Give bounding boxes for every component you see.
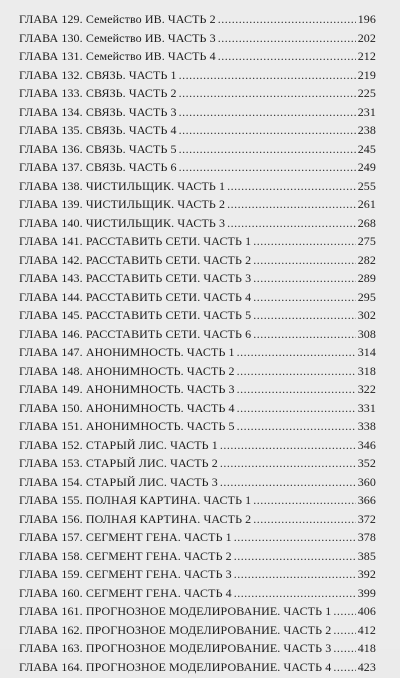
toc-dot-leader — [253, 308, 356, 323]
toc-entry-title: ГЛАВА 149. АНОНИМНОСТЬ. ЧАСТЬ 3 — [19, 382, 235, 397]
toc-entry — [19, 623, 376, 642]
toc-entry-title: ГЛАВА 153. СТАРЫЙ ЛИС. ЧАСТЬ 2 — [19, 456, 218, 471]
toc-entry-page: 322 — [358, 382, 376, 397]
toc-entry — [19, 549, 376, 568]
toc-entry — [19, 364, 376, 383]
toc-entry-title: ГЛАВА 160. СЕГМЕНТ ГЕНА. ЧАСТЬ 4 — [19, 586, 232, 601]
toc-dot-leader — [179, 160, 356, 175]
toc-entry-title: ГЛАВА 162. ПРОГНОЗНОЕ МОДЕЛИРОВАНИЕ. ЧАСТЬ 2 — [19, 623, 331, 638]
toc-entry-page: 331 — [358, 401, 376, 416]
toc-entry — [19, 290, 376, 309]
toc-entry — [19, 604, 376, 623]
toc-entry — [19, 308, 376, 327]
toc-entry-page: 360 — [358, 475, 376, 490]
toc-dot-leader — [333, 660, 355, 675]
toc-entry-page: 219 — [358, 68, 376, 83]
toc-entry-title: ГЛАВА 146. РАССТАВИТЬ СЕТИ. ЧАСТЬ 6 — [19, 327, 251, 342]
toc-entry-page: 261 — [358, 197, 376, 212]
toc-entry — [19, 105, 376, 124]
toc-entry — [19, 660, 376, 678]
toc-entry — [19, 475, 376, 494]
toc-entry-title: ГЛАВА 148. АНОНИМНОСТЬ. ЧАСТЬ 2 — [19, 364, 235, 379]
toc-entry-page: 289 — [358, 271, 376, 286]
toc-dot-leader — [234, 530, 356, 545]
toc-entry-page: 268 — [358, 216, 376, 231]
toc-dot-leader — [220, 456, 356, 471]
toc-dot-leader — [237, 364, 356, 379]
toc-entry-page: 338 — [358, 419, 376, 434]
toc-entry-title: ГЛАВА 163. ПРОГНОЗНОЕ МОДЕЛИРОВАНИЕ. ЧАСТЬ 3 — [19, 641, 331, 656]
toc-entry — [19, 197, 376, 216]
toc-entry-page: 392 — [358, 567, 376, 582]
toc-entry-page: 406 — [358, 604, 376, 619]
toc-entry-title: ГЛАВА 147. АНОНИМНОСТЬ. ЧАСТЬ 1 — [19, 345, 235, 360]
toc-entry — [19, 327, 376, 346]
toc-entry — [19, 345, 376, 364]
toc-dot-leader — [253, 512, 355, 527]
toc-entry-page: 295 — [358, 290, 376, 305]
toc-entry-title: ГЛАВА 134. СВЯЗЬ. ЧАСТЬ 3 — [19, 105, 177, 120]
toc-entry-page: 282 — [358, 253, 376, 268]
toc-dot-leader — [237, 419, 356, 434]
toc-dot-leader — [253, 327, 356, 342]
toc-entry-page: 423 — [358, 660, 376, 675]
toc-entry — [19, 586, 376, 605]
toc-entry-title: ГЛАВА 133. СВЯЗЬ. ЧАСТЬ 2 — [19, 86, 177, 101]
toc-dot-leader — [227, 216, 356, 231]
toc-dot-leader — [333, 604, 355, 619]
toc-entry-title: ГЛАВА 141. РАССТАВИТЬ СЕТИ. ЧАСТЬ 1 — [19, 234, 251, 249]
toc-entry-title: ГЛАВА 144. РАССТАВИТЬ СЕТИ. ЧАСТЬ 4 — [19, 290, 251, 305]
toc-entry — [19, 123, 376, 142]
toc-entry-page: 196 — [358, 12, 376, 27]
toc-dot-leader — [253, 290, 356, 305]
toc-dot-leader — [220, 475, 356, 490]
toc-dot-leader — [234, 567, 356, 582]
toc-dot-leader — [179, 68, 356, 83]
toc-entry-title: ГЛАВА 156. ПОЛНАЯ КАРТИНА. ЧАСТЬ 2 — [19, 512, 251, 527]
toc-entry-page: 366 — [358, 493, 376, 508]
toc-dot-leader — [253, 493, 355, 508]
toc-dot-leader — [333, 623, 355, 638]
toc-entry-title: ГЛАВА 135. СВЯЗЬ. ЧАСТЬ 4 — [19, 123, 177, 138]
toc-entry-title: ГЛАВА 164. ПРОГНОЗНОЕ МОДЕЛИРОВАНИЕ. ЧАСТЬ 4 — [19, 660, 331, 675]
toc-entry-page: 231 — [358, 105, 376, 120]
toc-dot-leader — [237, 382, 356, 397]
toc-dot-leader — [220, 438, 356, 453]
toc-entry — [19, 68, 376, 87]
toc-entry — [19, 382, 376, 401]
toc-entry-page: 399 — [358, 586, 376, 601]
toc-entry-title: ГЛАВА 130. Семейство ИВ. ЧАСТЬ 3 — [19, 31, 216, 46]
toc-entry-title: ГЛАВА 150. АНОНИМНОСТЬ. ЧАСТЬ 4 — [19, 401, 235, 416]
toc-entry — [19, 438, 376, 457]
toc-dot-leader — [218, 49, 356, 64]
toc-entry-page: 249 — [358, 160, 376, 175]
toc-entry-page: 245 — [358, 142, 376, 157]
table-of-contents — [19, 12, 376, 678]
toc-dot-leader — [234, 586, 356, 601]
toc-entry — [19, 456, 376, 475]
toc-dot-leader — [253, 234, 356, 249]
toc-entry-title: ГЛАВА 152. СТАРЫЙ ЛИС. ЧАСТЬ 1 — [19, 438, 218, 453]
toc-entry — [19, 419, 376, 438]
toc-entry-title: ГЛАВА 161. ПРОГНОЗНОЕ МОДЕЛИРОВАНИЕ. ЧАСТЬ 1 — [19, 604, 331, 619]
toc-entry — [19, 530, 376, 549]
toc-entry — [19, 512, 376, 531]
toc-entry-title: ГЛАВА 154. СТАРЫЙ ЛИС. ЧАСТЬ 3 — [19, 475, 218, 490]
toc-entry-page: 238 — [358, 123, 376, 138]
toc-entry-page: 346 — [358, 438, 376, 453]
toc-entry-title: ГЛАВА 151. АНОНИМНОСТЬ. ЧАСТЬ 5 — [19, 419, 235, 434]
toc-dot-leader — [253, 271, 356, 286]
toc-dot-leader — [179, 142, 356, 157]
toc-dot-leader — [218, 12, 356, 27]
toc-entry-title: ГЛАВА 131. Семейство ИВ. ЧАСТЬ 4 — [19, 49, 216, 64]
toc-entry — [19, 401, 376, 420]
toc-entry — [19, 12, 376, 31]
toc-entry — [19, 142, 376, 161]
toc-entry-title: ГЛАВА 138. ЧИСТИЛЬЩИК. ЧАСТЬ 1 — [19, 179, 225, 194]
toc-dot-leader — [227, 179, 356, 194]
toc-entry — [19, 216, 376, 235]
toc-entry-title: ГЛАВА 159. СЕГМЕНТ ГЕНА. ЧАСТЬ 3 — [19, 567, 232, 582]
toc-entry — [19, 234, 376, 253]
toc-entry-page: 212 — [358, 49, 376, 64]
toc-entry-title: ГЛАВА 129. Семейство ИВ. ЧАСТЬ 2 — [19, 12, 216, 27]
toc-dot-leader — [179, 105, 356, 120]
toc-entry-title: ГЛАВА 140. ЧИСТИЛЬЩИК. ЧАСТЬ 3 — [19, 216, 225, 231]
toc-entry — [19, 493, 376, 512]
toc-dot-leader — [179, 86, 356, 101]
toc-dot-leader — [227, 197, 356, 212]
toc-entry — [19, 31, 376, 50]
toc-dot-leader — [218, 31, 356, 46]
toc-dot-leader — [234, 549, 356, 564]
toc-entry-page: 318 — [358, 364, 376, 379]
toc-entry — [19, 160, 376, 179]
toc-entry-page: 314 — [358, 345, 376, 360]
toc-dot-leader — [237, 401, 356, 416]
toc-entry-title: ГЛАВА 136. СВЯЗЬ. ЧАСТЬ 5 — [19, 142, 177, 157]
toc-entry-page: 255 — [358, 179, 376, 194]
toc-entry — [19, 179, 376, 198]
toc-entry-title: ГЛАВА 158. СЕГМЕНТ ГЕНА. ЧАСТЬ 2 — [19, 549, 232, 564]
toc-entry — [19, 641, 376, 660]
toc-entry-title: ГЛАВА 142. РАССТАВИТЬ СЕТИ. ЧАСТЬ 2 — [19, 253, 251, 268]
toc-dot-leader — [237, 345, 356, 360]
toc-entry — [19, 567, 376, 586]
toc-dot-leader — [253, 253, 356, 268]
toc-entry-title: ГЛАВА 143. РАССТАВИТЬ СЕТИ. ЧАСТЬ 3 — [19, 271, 251, 286]
toc-entry-page: 302 — [358, 308, 376, 323]
toc-entry-page: 225 — [358, 86, 376, 101]
toc-entry — [19, 49, 376, 68]
toc-entry-title: ГЛАВА 157. СЕГМЕНТ ГЕНА. ЧАСТЬ 1 — [19, 530, 232, 545]
toc-entry-page: 372 — [358, 512, 376, 527]
toc-entry-page: 418 — [358, 641, 376, 656]
toc-dot-leader — [179, 123, 356, 138]
toc-entry-page: 385 — [358, 549, 376, 564]
toc-entry — [19, 271, 376, 290]
toc-entry-title: ГЛАВА 137. СВЯЗЬ. ЧАСТЬ 6 — [19, 160, 177, 175]
toc-entry-page: 308 — [358, 327, 376, 342]
toc-entry-title: ГЛАВА 145. РАССТАВИТЬ СЕТИ. ЧАСТЬ 5 — [19, 308, 251, 323]
toc-entry — [19, 86, 376, 105]
toc-entry-page: 378 — [358, 530, 376, 545]
toc-entry-title: ГЛАВА 155. ПОЛНАЯ КАРТИНА. ЧАСТЬ 1 — [19, 493, 251, 508]
toc-entry-title: ГЛАВА 132. СВЯЗЬ. ЧАСТЬ 1 — [19, 68, 177, 83]
toc-entry-page: 275 — [358, 234, 376, 249]
toc-entry — [19, 253, 376, 272]
toc-entry-title: ГЛАВА 139. ЧИСТИЛЬЩИК. ЧАСТЬ 2 — [19, 197, 225, 212]
toc-entry-page: 202 — [358, 31, 376, 46]
toc-entry-page: 352 — [358, 456, 376, 471]
toc-entry-page: 412 — [358, 623, 376, 638]
